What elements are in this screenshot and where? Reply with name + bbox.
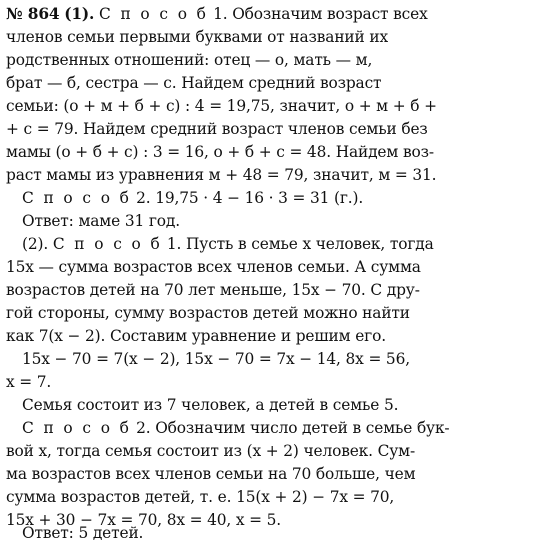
text-line-6: + с = 79. Найдем средний возраст членов семьи без [6,120,428,138]
part-2-method-2-word: С п о с о б [22,419,132,437]
problem-number: № 864 [6,5,60,23]
answer-2: Ответ: 5 детей. [22,524,144,542]
text-line-13: возрастов детей на 70 лет меньше, 15x − 70. С дру- [6,281,420,299]
line-11-text: 1. Пусть в семье x человек, тогда [166,235,434,253]
text-line-9 [22,187,537,210]
text-line-12: 15x — сумма возрастов всех членов семьи. А сумма [6,258,421,276]
text-line-23: 15x + 30 − 7x = 70, 8x = 40, x = 5. [6,511,282,529]
text-line-5: семьи: (о + м + б + с) : 4 = 19,75, значит, о + м + б + [6,97,437,115]
line-1-text: Обозначим возраст всех [232,5,428,23]
text-line-18: Семья состоит из 7 человек, а детей в семье 5. [22,396,399,414]
text-line-19 [22,417,537,440]
text-line-8: раст мамы из уравнения м + 48 = 79, значит, м = 31. [6,166,437,184]
part-2-label: (2). [22,235,49,253]
text-line-7: мамы (о + б + с) : 3 = 16, о + б + с = 48. Найдем воз- [6,143,434,161]
equation-line-17: x = 7. [6,373,52,391]
equation-line-16: 15x − 70 = 7(x − 2), 15x − 70 = 7x − 14, 8x = 56, [22,350,410,368]
part-2-method-1-word: С п о с о б [52,235,163,253]
line-19-text: 2. Обозначим число детей в семье бук- [136,419,450,437]
part-1-label: (1). [64,5,95,23]
text-line-21: ма возрастов всех членов семьи на 70 больше, чем [6,465,416,483]
method-1-number: 1. [213,5,228,23]
text-line-3: родственных отношений: отец — о, мать — м, [6,51,373,69]
text-line-14: гой стороны, сумму возрастов детей можно найти [6,304,410,322]
text-line-1 [6,3,537,26]
text-line-2: членов семьи первыми буквами от названий их [6,28,389,46]
text-line-22: сумма возрастов детей, т. е. 15(x + 2) − 7x = 70, [6,488,395,506]
answer-1: Ответ: маме 31 год. [22,212,180,230]
text-line-4: брат — б, сестра — с. Найдем средний возраст [6,74,382,92]
line-9-text: 2. 19,75 · 4 − 16 · 3 = 31 (г.). [136,189,364,207]
method-1-word: С п о с о б [99,5,209,23]
text-line-15: как 7(x − 2). Составим уравнение и решим его. [6,327,386,345]
text-line-20: вой x, тогда семья состоит из (x + 2) человек. Сум- [6,442,416,460]
method-2-word: С п о с о б [22,189,132,207]
text-line-11 [22,233,537,256]
